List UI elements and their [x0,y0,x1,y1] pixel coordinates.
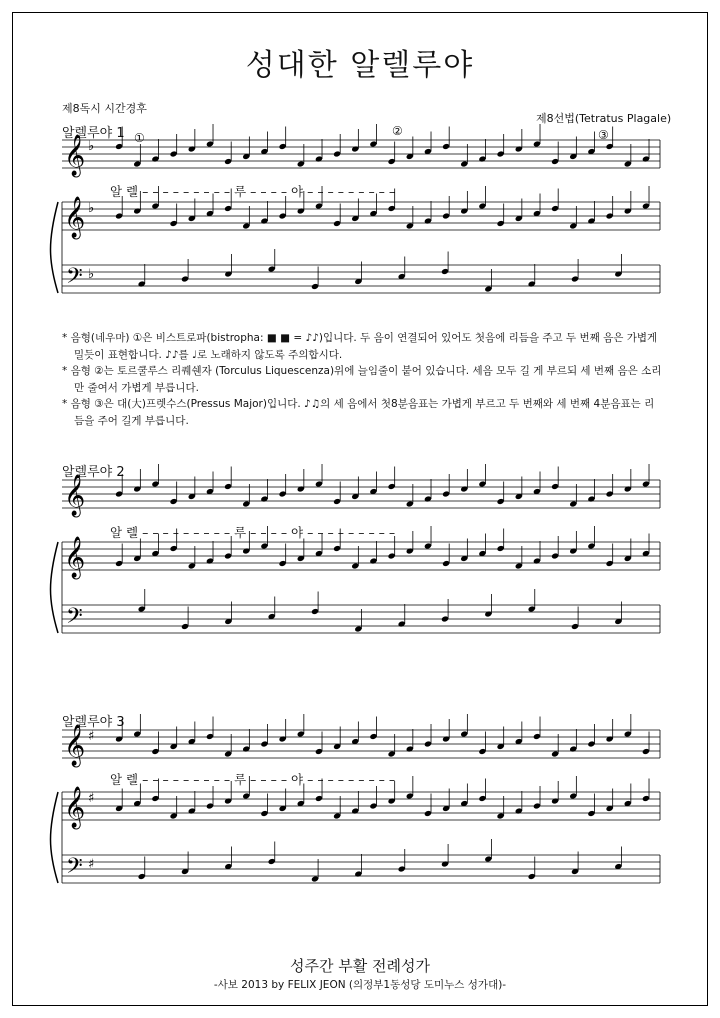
system-3-voice-clef: 𝄞 [64,725,86,766]
system-1-treble-clef: 𝄞 [64,197,86,238]
section-1-label: 알렐루야 1 [62,126,125,141]
section-3-label: 알렐루야 3 [62,715,125,730]
system-3-key-sig: ♯ [88,857,95,872]
mode-right: 제8선법(Tetratus Plagale) [536,112,672,125]
system-1-brace [51,202,59,293]
section-3-lyric: 알 렐 – – – – – – – – – 루 – – – – 야 – – – – – – – – – [110,772,396,787]
note-2: * 음형 ②는 토르쿨루스 리퀘쉔자 (Torculus Liquescenza)위에 늘임줄이 붙어 있습니다. 세음 모두 길 게 부르되 세 번째 음은 소리만 줄여서 가볍게 부릅니다. [62,365,662,394]
system-1-key-sig: ♭ [88,139,95,154]
system-2-voice-clef: 𝄞 [64,475,86,516]
system-1-key-sig: ♭ [88,201,95,216]
system-3-key-sig: ♯ [88,729,95,744]
section-2-label: 알렐루야 2 [62,465,125,480]
note-1: * 음형(네우마) ①은 비스트로파(bistropha: ■ ■ = ♪♪)입니다. 두 음이 연결되어 있어도 첫음에 리듬을 주고 두 번째 음은 가볍게 밀듯이 표현합니다. ♪♪를 ♩로 노래하지 않도록 주의합시다. [62,332,658,361]
system-2-brace [51,542,59,633]
system-2-bass-clef: 𝄢 [66,604,83,634]
circle-mark-2: ② [392,124,403,138]
system-3-brace [51,792,59,883]
footer-credit: -사보 2013 by FELIX JEON (의정부1동성당 도미누스 성가대)- [213,979,507,991]
circle-mark-1: ① [134,131,145,145]
footer-title: 성주간 부활 전례성가 [290,957,430,975]
mode-left: 제8독시 시간경후 [62,102,147,115]
system-1-bass-clef: 𝄢 [66,264,83,294]
system-3-key-sig: ♯ [88,791,95,806]
circle-mark-3: ③ [598,128,609,142]
page-title: 성대한 알렐루야 [245,48,475,83]
system-3-treble-clef: 𝄞 [64,787,86,828]
section-2-lyric: 알 렐 – – – – – – – – – 루 – – – – 야 – – – – – – – – – [110,525,396,540]
section-1-lyric: 알 렐 – – – – – – – – – 루 – – – – 야 – – – – – – – – – [110,184,396,199]
system-2-treble-clef: 𝄞 [64,537,86,578]
system-1-voice-clef: 𝄞 [64,135,86,176]
note-3: * 음형 ③은 대(大)프렛수스(Pressus Major)입니다. ♪♫의 세 음에서 첫8분음표는 가볍게 부르고 두 번째와 세 번째 4분음표는 리듬을 주어 길게 부릅니다. [62,398,655,427]
system-3-bass-clef: 𝄢 [66,854,83,884]
system-1-key-sig: ♭ [88,267,95,282]
